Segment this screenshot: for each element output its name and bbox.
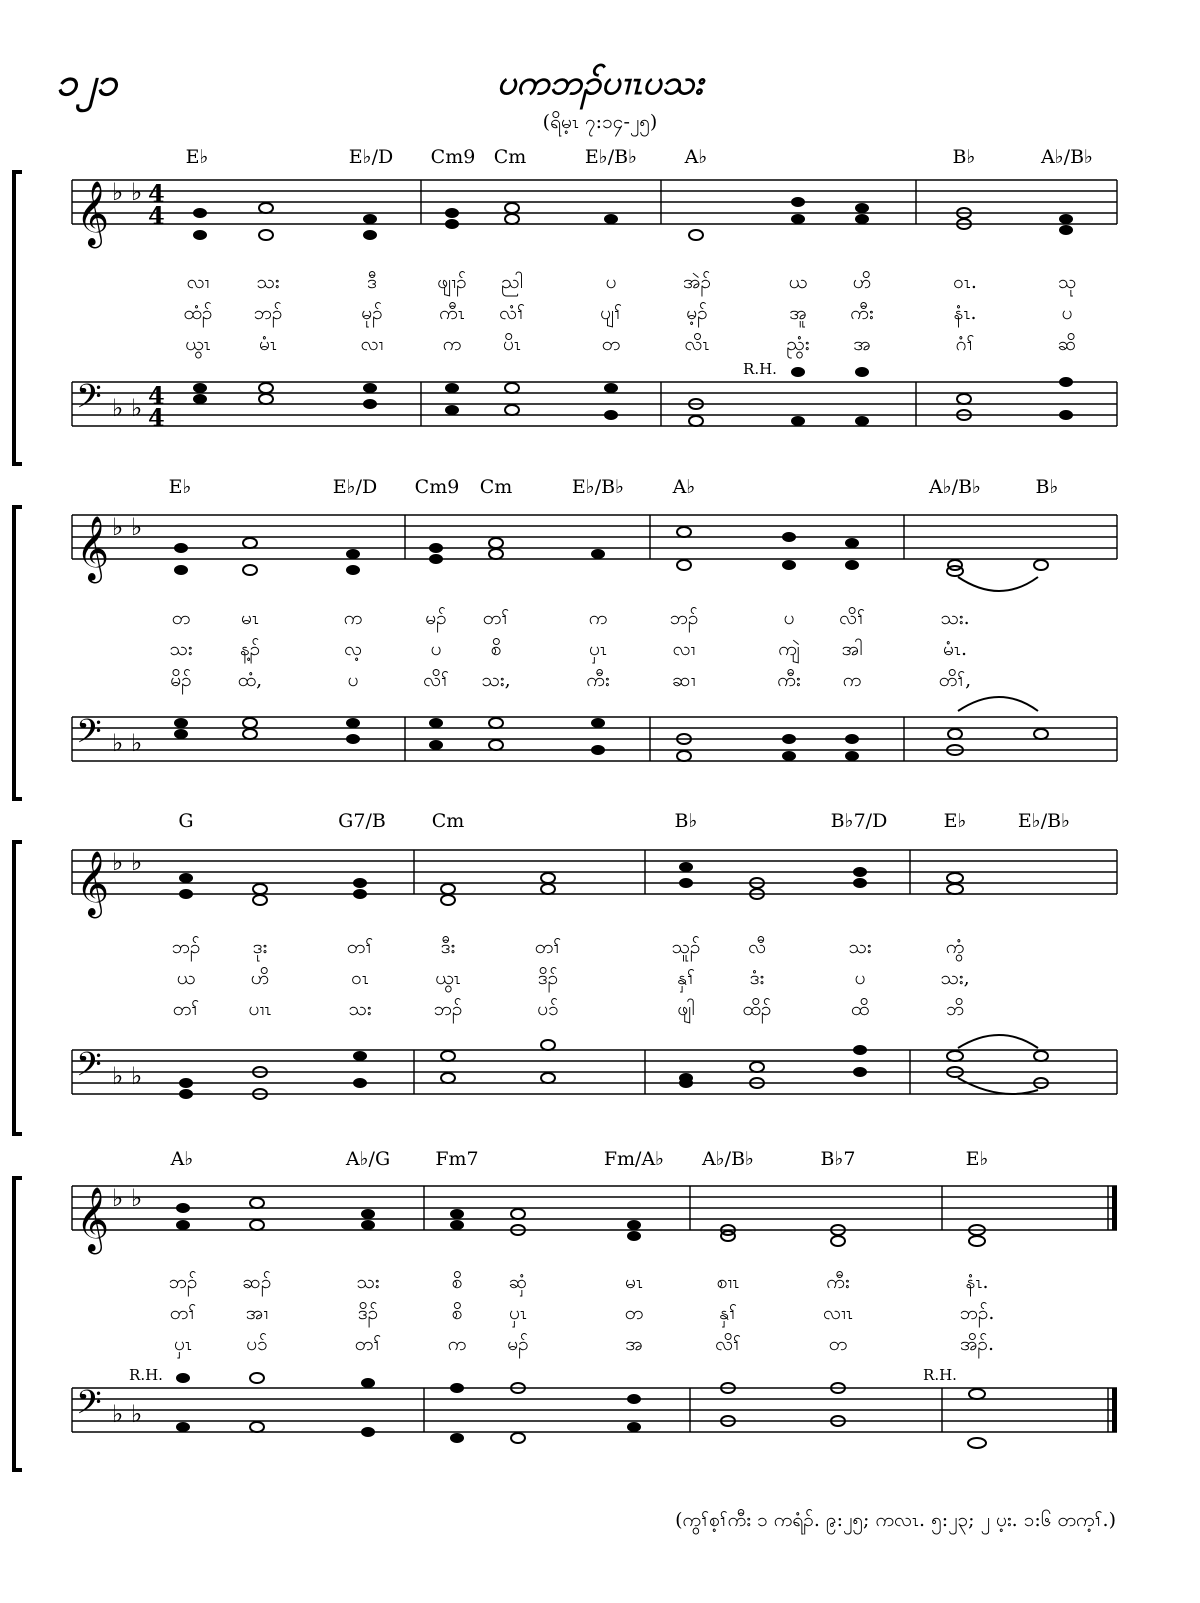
lyric-syllable: ပ — [347, 669, 359, 691]
lyric-syllable: ဘၣ်. — [959, 1302, 995, 1324]
lyric-syllable: မ့ၣ် — [686, 302, 708, 324]
lyric-syllable: ဒီး — [440, 936, 456, 958]
chord-symbol: B♭ — [674, 810, 698, 832]
lyric-syllable: စိ — [451, 1302, 463, 1324]
lyric-syllable: ယွၤ — [435, 967, 461, 989]
treble-staff — [0, 1176, 1200, 1266]
lyric-syllable: ယွၤ — [185, 333, 211, 355]
lyric-syllable: ကီၤ — [439, 302, 465, 324]
treble-clef-icon: 𝄞 — [76, 181, 110, 246]
lyric-syllable: ကီး — [850, 302, 874, 324]
lyric-syllable: လီ — [748, 936, 766, 958]
lyric-syllable: ထိၣ် — [742, 998, 772, 1020]
lyric-syllable: လၢ — [360, 333, 384, 355]
chord-symbol: Fm/A♭ — [603, 1148, 665, 1170]
lyric-syllable: သု — [1057, 271, 1077, 293]
system-brace — [0, 1174, 30, 1474]
chord-symbol: E♭/B♭ — [571, 476, 625, 498]
lyric-syllable: သး, — [940, 967, 970, 989]
treble-clef-icon: 𝄞 — [76, 851, 110, 916]
lyric-syllable: စၢၤ — [716, 1271, 740, 1293]
lyric-syllable: အ — [625, 1333, 643, 1355]
lyric-syllable: လိၢ် — [715, 1333, 741, 1355]
bass-clef-icon: 𝄢 — [76, 713, 102, 759]
bass-staff — [0, 1378, 1200, 1468]
lyric-syllable: ပ — [1061, 302, 1073, 324]
lyric-syllable: ကီး — [777, 669, 801, 691]
lyric-syllable: ဒိၣ် — [537, 967, 559, 989]
bass-clef-icon: 𝄢 — [76, 1046, 102, 1092]
lyric-syllable: ဘၣ် — [433, 998, 463, 1020]
lyric-syllable: နံၤ. — [953, 302, 977, 324]
system-brace — [0, 838, 30, 1138]
lyric-syllable: က — [588, 607, 608, 629]
hymn-title: ပကဘၣ်ပၢၤပသး — [496, 63, 704, 103]
flat-icon: ♭ ♭ — [112, 1400, 143, 1428]
lyric-syllable: လိၤ — [684, 333, 710, 355]
flat-icon: ♭ ♭ — [112, 178, 143, 206]
chord-symbol: E♭ — [168, 476, 192, 498]
treble-clef-icon: 𝄞 — [76, 516, 110, 581]
chord-symbol: Cm9 — [414, 476, 460, 498]
right-hand-marking: R.H. — [923, 1366, 957, 1384]
lyric-syllable: မိၣ် — [170, 669, 192, 691]
lyric-syllable: ထံ, — [237, 669, 263, 691]
lyric-syllable: တ — [624, 1302, 644, 1324]
lyric-syllable: ပျၢ် — [600, 302, 622, 324]
system-brace — [0, 503, 30, 803]
lyric-syllable: မံၤ — [259, 333, 277, 355]
lyric-syllable: တၢ် — [346, 936, 374, 958]
lyric-syllable: ယ — [788, 271, 808, 293]
chord-symbol: G — [178, 810, 194, 832]
chord-symbol: E♭/B♭ — [1017, 810, 1071, 832]
lyric-syllable: ပှၤ — [174, 1333, 192, 1355]
lyric-syllable: တ — [828, 1333, 848, 1355]
svg-text:4: 4 — [148, 381, 165, 410]
bass-clef-icon: 𝄢 — [76, 378, 102, 424]
chord-symbol: Cm — [493, 146, 527, 168]
lyric-syllable: ညွံး — [786, 333, 810, 355]
lyric-syllable: သူၣ် — [671, 936, 701, 958]
lyric-syllable: ညါ — [501, 271, 523, 293]
lyric-syllable: ဟိ — [250, 967, 270, 989]
lyric-syllable: တၢ် — [169, 1302, 197, 1324]
lyric-syllable: ဝၤ. — [953, 271, 977, 293]
lyric-syllable: ဒီ — [367, 271, 377, 293]
lyric-syllable: ထိ — [850, 998, 870, 1020]
lyric-syllable: အူ — [789, 302, 807, 324]
lyric-syllable: မံၤ. — [942, 638, 968, 660]
chord-symbol: A♭ — [672, 476, 696, 498]
right-hand-marking: R.H. — [129, 1366, 163, 1384]
chord-symbol: B♭7 — [820, 1148, 856, 1170]
lyric-syllable: ကီး — [586, 669, 610, 691]
flat-icon: ♭ ♭ — [112, 848, 143, 876]
lyric-syllable: ဘၣ် — [253, 302, 283, 324]
lyric-syllable: ဒိၣ် — [357, 1302, 379, 1324]
lyric-syllable: သး — [356, 1271, 380, 1293]
lyric-syllable: ဟိ — [852, 271, 872, 293]
lyric-syllable: တၢ် — [172, 998, 200, 1020]
bass-clef-icon: 𝄢 — [76, 1384, 102, 1430]
chord-symbol: E♭ — [943, 810, 967, 832]
lyric-syllable: လိၢ် — [423, 669, 449, 691]
chord-symbol: B♭7/D — [830, 810, 888, 832]
lyric-syllable: မုၣ် — [361, 302, 383, 324]
lyric-syllable: လ့ — [344, 638, 362, 660]
lyric-syllable: အဲၣ် — [683, 271, 711, 293]
treble-staff — [0, 170, 1200, 260]
lyric-syllable: ပ — [854, 967, 866, 989]
lyric-syllable: ပ — [783, 607, 795, 629]
lyric-syllable: က — [447, 1333, 467, 1355]
chord-symbol: G7/B — [338, 810, 386, 832]
lyric-syllable: ကီး — [826, 1271, 850, 1293]
lyric-syllable: က — [442, 333, 462, 355]
lyric-syllable: မၤ — [241, 607, 259, 629]
lyric-syllable: ပၥ် — [537, 998, 559, 1020]
chord-symbol: A♭/B♭ — [928, 476, 982, 498]
lyric-syllable: နံၤ. — [965, 1271, 989, 1293]
chord-symbol: A♭ — [170, 1148, 194, 1170]
lyric-syllable: ပှၤ — [509, 1302, 527, 1324]
system-brace — [0, 168, 30, 468]
chord-symbol: A♭ — [684, 146, 708, 168]
lyric-syllable: မၣ် — [507, 1333, 529, 1355]
flat-icon: ♭ ♭ — [112, 1062, 143, 1090]
lyric-syllable: ပှၤ — [589, 638, 607, 660]
chord-symbol: Cm9 — [430, 146, 476, 168]
chord-symbol: Fm7 — [435, 1148, 479, 1170]
lyric-syllable: ဆှံ — [508, 1271, 528, 1293]
lyric-syllable: အ — [853, 333, 871, 355]
chord-symbol: B♭ — [1035, 476, 1059, 498]
lyric-syllable: ဝၤ — [351, 967, 369, 989]
lyric-syllable: အါ — [841, 638, 863, 660]
lyric-syllable: ဆၣ် — [242, 1271, 272, 1293]
treble-staff — [0, 840, 1200, 930]
lyric-syllable: ဖျါ — [677, 998, 695, 1020]
lyric-syllable: ပၥ် — [246, 1333, 268, 1355]
hymn-number: ၁၂၁ — [56, 59, 118, 104]
svg-text:4: 4 — [148, 201, 165, 230]
lyric-syllable: တ — [601, 333, 621, 355]
lyric-syllable: သး — [256, 271, 280, 293]
lyric-syllable: ယ — [176, 967, 196, 989]
chord-symbol: E♭/B♭ — [584, 146, 638, 168]
lyric-syllable: က — [343, 607, 363, 629]
lyric-syllable: ကွံ — [945, 936, 965, 958]
lyric-syllable: ဆၢ — [672, 669, 696, 691]
lyric-syllable: ထံၣ် — [183, 302, 213, 324]
chord-symbol: Cm — [479, 476, 513, 498]
lyric-syllable: အိၣ်. — [959, 1333, 995, 1355]
lyric-syllable: လၢၤ — [823, 1302, 853, 1324]
chord-symbol: A♭/G — [345, 1148, 391, 1170]
bass-staff — [0, 1040, 1200, 1130]
lyric-syllable: သး — [348, 998, 372, 1020]
lyric-syllable: ဂံၢ် — [955, 333, 975, 355]
lyric-syllable: ဘိ — [945, 998, 965, 1020]
lyric-syllable: ဘၣ် — [669, 607, 699, 629]
svg-text:4: 4 — [148, 403, 165, 432]
bass-staff — [0, 372, 1200, 462]
lyric-syllable: စိ — [451, 1271, 463, 1293]
lyric-syllable: လၢ — [186, 271, 210, 293]
flat-icon: ♭ ♭ — [112, 513, 143, 541]
lyric-syllable: သး — [169, 638, 193, 660]
chord-symbol: E♭/D — [348, 146, 394, 168]
treble-staff — [0, 505, 1200, 595]
lyric-syllable: သး. — [940, 607, 970, 629]
cross-reference-footer: (ကွၢ်စ့ၢ်ကီး ၁ ကရံၣ်. ၉:၂၅; ကလၤ. ၅:၂၃; ၂ ပ့း. ၁:၆ တက့ၢ်.) — [675, 1509, 1116, 1531]
flat-icon: ♭ ♭ — [112, 394, 143, 422]
chord-symbol: Cm — [431, 810, 465, 832]
chord-symbol: E♭/D — [332, 476, 378, 498]
lyric-syllable: လံၢ် — [499, 302, 525, 324]
chord-symbol: A♭/B♭ — [701, 1148, 755, 1170]
lyric-syllable: ပ — [430, 638, 442, 660]
treble-clef-icon: 𝄞 — [76, 1187, 110, 1252]
lyric-syllable: ပၢၤ — [248, 998, 272, 1020]
scripture-reference: (ရိမ့ၤ ၇:၁၄-၂၅) — [542, 111, 658, 133]
lyric-syllable: မၣ် — [425, 607, 447, 629]
lyric-syllable: မၤ — [625, 1271, 643, 1293]
lyric-syllable: သး, — [481, 669, 511, 691]
flat-icon: ♭ ♭ — [112, 729, 143, 757]
bass-staff — [0, 707, 1200, 797]
lyric-syllable: ဆိ — [1057, 333, 1077, 355]
flat-icon: ♭ ♭ — [112, 1184, 143, 1212]
lyric-syllable: ဒံး — [749, 967, 765, 989]
lyric-syllable: သး — [848, 936, 872, 958]
lyric-syllable: ဖျၢၣ် — [437, 271, 467, 293]
lyric-syllable: တၢ် — [534, 936, 562, 958]
lyric-syllable: န့ၣ် — [239, 638, 261, 660]
chord-symbol: E♭ — [965, 1148, 989, 1170]
lyric-syllable: တ — [171, 607, 191, 629]
lyric-syllable: ဒုး — [252, 936, 268, 958]
lyric-syllable: လၢ — [672, 638, 696, 660]
lyric-syllable: လိၢ် — [839, 607, 865, 629]
lyric-syllable: က — [842, 669, 862, 691]
lyric-syllable: နှၢ် — [719, 1302, 737, 1324]
lyric-syllable: နှၢ် — [677, 967, 695, 989]
lyric-syllable: တိၢ်, — [938, 669, 972, 691]
chord-symbol: B♭ — [952, 146, 976, 168]
lyric-syllable: ဘၣ် — [168, 1271, 198, 1293]
lyric-syllable: ဘၣ် — [171, 936, 201, 958]
right-hand-marking: R.H. — [743, 360, 777, 378]
lyric-syllable: စိ — [490, 638, 502, 660]
chord-symbol: E♭ — [185, 146, 209, 168]
lyric-syllable: တၢ် — [482, 607, 510, 629]
svg-text:4: 4 — [148, 179, 165, 208]
chord-symbol: A♭/B♭ — [1040, 146, 1094, 168]
lyric-syllable: ပ — [605, 271, 617, 293]
lyric-syllable: ကျဲ — [778, 638, 800, 660]
lyric-syllable: ပိၤ — [503, 333, 521, 355]
lyric-syllable: တၢ် — [354, 1333, 382, 1355]
lyric-syllable: အၢ — [245, 1302, 269, 1324]
